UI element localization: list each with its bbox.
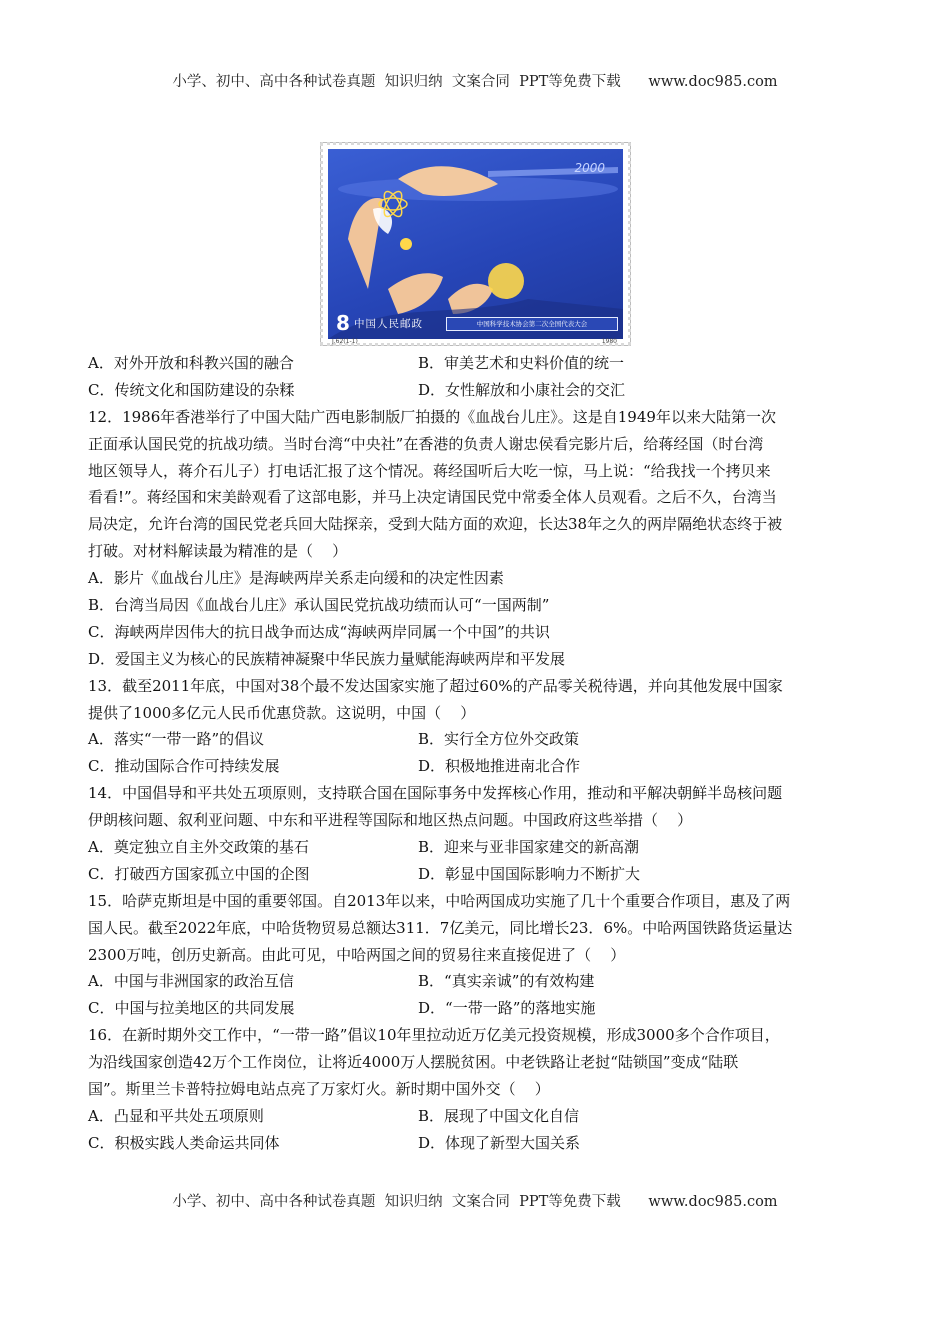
stamp-country: 中国人民邮政 <box>354 318 423 330</box>
q12-stem-line: 打破。对材料解读最为精准的是（ ） <box>88 542 348 561</box>
q12-stem-line: 12．1986年香港举行了中国大陆广西电影制版厂拍摄的《血战台儿庄》。这是自1949年以来大陆第一次 <box>88 407 776 426</box>
q16-options-row-2 <box>88 1130 868 1157</box>
q13-stem-line: 13．截至2011年底，中国对38个最不发达国家实施了超过60%的产品零关税待遇，并向其他发展中国家 <box>88 676 783 695</box>
q14-options-row-2 <box>88 861 868 888</box>
q16-stem-line: 为沿线国家创造42万个工作岗位，让将近4000万人摆脱贫困。中老铁路让老挝“陆锁国”变成“陆联 <box>88 1053 739 1072</box>
stamp-illustration <box>328 149 623 339</box>
q15-stem-line: 2300万吨，创历史新高。由此可见，中哈两国之间的贸易往来直接促进了（ ） <box>88 945 626 964</box>
q12-stem-line: 正面承认国民党的抗战功绩。当时台湾“中央社”在香港的负责人谢忠侯看完影片后，给蒋经国（时台湾 <box>88 434 764 453</box>
q16-option-b[interactable]: B．展现了中国文化自信 <box>418 1106 580 1125</box>
q12-option-d[interactable]: D．爱国主义为核心的民族精神凝聚中华民族力量赋能海峡两岸和平发展 <box>88 649 566 668</box>
q13-option-d[interactable]: D．积极地推进南北合作 <box>418 757 581 776</box>
q11-option-c[interactable]: C．传统文化和国防建设的杂糅 <box>88 380 295 399</box>
q13-stem-line: 提供了1000多亿元人民币优惠贷款。这说明，中国（ ） <box>88 703 476 722</box>
q12-stem-line: 地区领导人，蒋介石儿子）打电话汇报了这个情况。蒋经国听后大吃一惊，马上说：“给我找一个拷贝来 <box>88 461 771 480</box>
q15-stem-line: 国人民。截至2022年底，中哈货物贸易总额达311．7亿美元，同比增长23．6%。中哈两国铁路货运量达 <box>88 918 793 937</box>
q12-option-b[interactable]: B．台湾当局因《血战台儿庄》承认国民党抗战功绩而认可“一国两制” <box>88 596 550 615</box>
q14-option-a[interactable]: A．奠定独立自主外交政策的基石 <box>88 838 309 857</box>
q12-stem-line: 局决定，允许台湾的国民党老兵回大陆探亲，受到大陆方面的欢迎，长达38年之久的两岸隔绝状态终于被 <box>88 515 783 534</box>
q12-option-c[interactable]: C．海峡两岸因伟大的抗日战争而达成“海峡两岸同属一个中国”的共识 <box>88 622 550 641</box>
q13-option-b[interactable]: B．实行全方位外交政策 <box>418 730 580 749</box>
q14-stem-line: 伊朗核问题、叙利亚问题、中东和平进程等国际和地区热点问题。中国政府这些举措（ ） <box>88 811 693 830</box>
stamp-serial: J.62(1-1) <box>332 338 358 345</box>
stamp-year: 1980 <box>601 338 617 345</box>
q16-option-a[interactable]: A．凸显和平共处五项原则 <box>88 1106 264 1125</box>
page-footer: 小学、初中、高中各种试卷真题 知识归纳 文案合同 PPT等免费下载 www.doc985.com <box>172 1194 778 1210</box>
page-header: 小学、初中、高中各种试卷真题 知识归纳 文案合同 PPT等免费下载 www.doc985.com <box>172 74 778 90</box>
q13-options-row-1 <box>88 726 868 753</box>
q15-option-d[interactable]: D．“一带一路”的落地实施 <box>418 999 596 1018</box>
q15-stem-line: 15．哈萨克斯坦是中国的重要邻国。自2013年以来，中哈两国成功实施了几十个重要合作项目，惠及了两 <box>88 891 791 910</box>
stamp-image <box>320 142 631 346</box>
q16-stem-line: 国”。斯里兰卡普特拉姆电站点亮了万家灯火。新时期中国外交（ ） <box>88 1080 550 1099</box>
stamp-face-value: 8 <box>336 311 350 335</box>
q16-options-row-1 <box>88 1103 868 1130</box>
q11-option-d[interactable]: D．女性解放和小康社会的交汇 <box>418 380 626 399</box>
q13-options-row-2 <box>88 753 868 780</box>
q15-option-c[interactable]: C．中国与拉美地区的共同发展 <box>88 999 295 1018</box>
q13-option-a[interactable]: A．落实“一带一路”的倡议 <box>88 730 265 749</box>
q14-stem-line: 14．中国倡导和平共处五项原则，支持联合国在国际事务中发挥核心作用，推动和平解决朝鲜半岛核问题 <box>88 784 783 803</box>
stamp-caption: 中国科学技术协会第二次全国代表大会 <box>446 317 618 331</box>
q14-options-row-1 <box>88 834 868 861</box>
q11-option-a[interactable]: A．对外开放和科教兴国的融合 <box>88 354 294 372</box>
question-content <box>88 350 868 1157</box>
q11-options-row-2 <box>88 377 868 404</box>
q11-options-row-1 <box>88 350 868 377</box>
q15-option-b[interactable]: B．“真实亲诚”的有效构建 <box>418 972 595 991</box>
q13-option-c[interactable]: C．推动国际合作可持续发展 <box>88 757 280 776</box>
stamp-artwork <box>328 149 623 339</box>
q14-option-b[interactable]: B．迎来与亚非国家建交的新高潮 <box>418 838 640 857</box>
q12-stem-line: 看看!”。蒋经国和宋美龄观看了这部电影，并马上决定请国民党中常委全体人员观看。之后不久，台湾当 <box>88 488 777 507</box>
q15-options-row-2 <box>88 995 868 1022</box>
q16-option-c[interactable]: C．积极实践人类命运共同体 <box>88 1133 280 1152</box>
q11-option-b[interactable]: B．审美艺术和史料价值的统一 <box>418 354 625 372</box>
q15-options-row-1 <box>88 968 868 995</box>
q16-option-d[interactable]: D．体现了新型大国关系 <box>418 1133 581 1152</box>
q14-option-d[interactable]: D．彰显中国国际影响力不断扩大 <box>418 864 641 883</box>
q12-option-a[interactable]: A．影片《血战台儿庄》是海峡两岸关系走向缓和的决定性因素 <box>88 569 504 588</box>
q14-option-c[interactable]: C．打破西方国家孤立中国的企图 <box>88 864 310 883</box>
q16-stem-line: 16．在新时期外交工作中，“一带一路”倡议10年里拉动近万亿美元投资规模，形成3000多个合作项目， <box>88 1026 780 1045</box>
q15-option-a[interactable]: A．中国与非洲国家的政治互信 <box>88 972 294 991</box>
stamp-top-mark: 2000 <box>574 161 605 175</box>
